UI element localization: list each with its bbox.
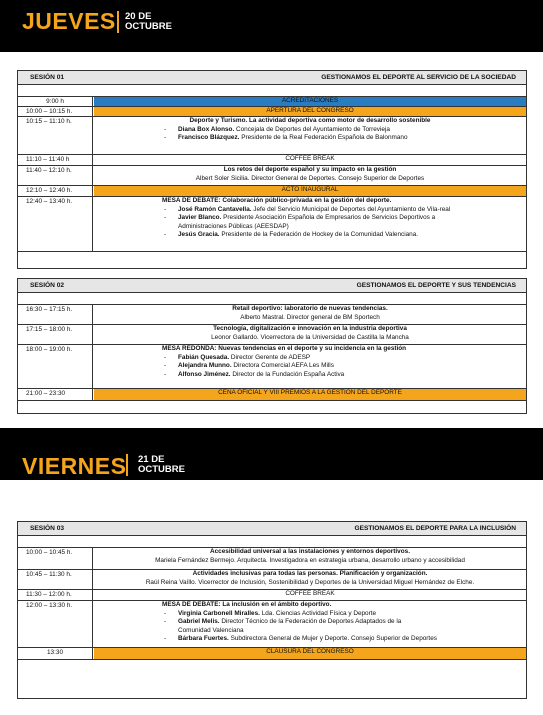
- row-content: [94, 155, 526, 165]
- speaker-dash: -: [164, 125, 167, 133]
- row-text: MESA DE DEBATE: La inclusión en el ámbito deportivo.: [162, 601, 332, 608]
- row-text: Accesibilidad universal a las instalaciones y entornos deportivos.: [210, 548, 410, 555]
- row-text: COFFEE BREAK: [285, 155, 335, 162]
- speaker-line: [94, 214, 526, 223]
- schedule-row: [18, 589, 526, 600]
- row-time: 11:30 – 12:00 h.: [18, 590, 93, 600]
- session-header: [18, 279, 526, 293]
- speaker-role: Presidente de la Federación de Hockey de la Comunidad Valenciana.: [219, 231, 419, 239]
- speaker-name: Alejandra Munno.: [178, 362, 232, 370]
- schedule-row: [18, 116, 526, 154]
- date-number: 20 DE: [125, 11, 152, 22]
- speaker-dash: -: [164, 370, 167, 378]
- speaker-line: [94, 231, 526, 240]
- row-text: CLAUSURA DEL CONGRESO: [266, 648, 354, 655]
- row-time: 18:00 – 19:00 h.: [18, 345, 93, 388]
- row-content: [94, 345, 526, 388]
- speaker-role: Jefe del Servicio Municipal de Deportes del Ayuntamiento de Vila-real: [251, 205, 451, 213]
- row-text: Raúl Reina Vaíllo. Vicerrector de Inclusión, Sostenibilidad y Deportes de la Universidad Miguel Hernández de Elche.: [145, 578, 475, 586]
- schedule-row: [18, 154, 526, 165]
- row-text: Tecnología, digitalización e innovación en la industria deportiva: [213, 325, 407, 332]
- speaker-line: [94, 354, 526, 363]
- speaker-name: Javier Blanco.: [178, 214, 222, 222]
- date-month: OCTUBRE: [138, 464, 185, 475]
- session-02: [17, 278, 527, 414]
- row-content: [94, 166, 526, 185]
- row-text: MESA DE DEBATE: Colaboración público-privada en la gestión del deporte.: [162, 197, 392, 204]
- date-number: 21 DE: [138, 454, 165, 465]
- speaker-dash: -: [164, 618, 167, 626]
- speaker-name: José Ramón Cantavella.: [178, 205, 252, 213]
- speaker-dash: -: [164, 214, 167, 222]
- row-content: [94, 325, 526, 344]
- row-content: [94, 601, 526, 647]
- session-theme: GESTIONAMOS EL DEPORTE PARA LA INCLUSIÓN: [354, 525, 516, 532]
- speaker-role: Presidente Asociación Española de Empresarios de Servicios Deportivos a: [221, 214, 436, 222]
- speaker-role: Presidente de la Real Federación Española de Balonmano: [239, 134, 408, 142]
- speaker-dash: -: [164, 205, 167, 213]
- speaker-name: Diana Box Alonso.: [178, 125, 235, 133]
- row-content: [94, 197, 526, 251]
- row-time: 11:10 – 11:40 h: [18, 155, 93, 165]
- session-03: [17, 521, 527, 699]
- speaker-name: Francisco Blázquez.: [178, 134, 240, 142]
- row-text: Mariela Fernández Bermejo. Arquitecta. Investigadora en estrategia urbana, desarrollo urbano y accesibilidad: [155, 556, 465, 564]
- speaker-role: Director Técnico de la Federación de Deportes Adaptados de la: [219, 618, 402, 626]
- row-time: 12:10 – 12:40 h.: [18, 186, 93, 196]
- day-header-thursday: [0, 0, 543, 52]
- day-date: [138, 455, 185, 475]
- schedule-bottom-border: [18, 251, 526, 252]
- row-time: 16:30 – 17:15 h.: [18, 305, 93, 324]
- session-01: [17, 70, 527, 269]
- session-header: [18, 522, 526, 536]
- speaker-dash: -: [164, 353, 167, 361]
- speaker-line: [94, 371, 526, 380]
- session-theme: GESTIONAMOS EL DEPORTE Y SUS TENDENCIAS: [356, 282, 516, 289]
- schedule-row: [18, 304, 526, 324]
- day-date: [125, 12, 172, 32]
- row-content: [94, 107, 526, 116]
- row-time: 10:15 – 11:10 h.: [18, 117, 93, 154]
- schedule-row: [18, 569, 526, 589]
- row-text: Actividades inclusivas para todas las personas. Planificación y organización.: [192, 570, 428, 577]
- session-header: [18, 71, 526, 85]
- row-text: Comunidad Valenciana: [178, 626, 244, 634]
- speaker-line: [94, 635, 526, 644]
- speaker-dash: -: [164, 635, 167, 643]
- speaker-role: Concejala de Deportes del Ayuntamiento de Torrevieja: [234, 125, 390, 133]
- row-content: [94, 590, 526, 600]
- speaker-dash: -: [164, 231, 167, 239]
- schedule-row: [18, 388, 526, 400]
- row-time: 11:40 – 12:10 h.: [18, 166, 93, 185]
- schedule-row: [18, 196, 526, 251]
- speaker-role: Lda. Ciencias Actividad Física y Deporte: [259, 609, 377, 617]
- speaker-dash: -: [164, 609, 167, 617]
- row-time: 10:45 – 11:30 h.: [18, 570, 93, 589]
- speaker-name: Bárbara Fuertes.: [178, 635, 229, 643]
- row-time: 10:00 – 10:45 h.: [18, 548, 93, 569]
- date-month: OCTUBRE: [125, 21, 172, 32]
- row-text: ACREDITACIONES: [281, 97, 339, 104]
- speaker-name: Jesús Gracia.: [178, 231, 220, 239]
- row-text: Deporte y Turismo. La actividad deportiva como motor de desarrollo sostenible: [189, 117, 431, 124]
- schedule-bottom-border: [18, 400, 526, 401]
- speaker-dash: -: [164, 362, 167, 370]
- speaker-dash: -: [164, 134, 167, 142]
- row-content: [94, 97, 526, 106]
- speaker-role: Directora Comercial AEFA Les Mills: [231, 362, 334, 370]
- schedule-row: [18, 547, 526, 569]
- schedule-bottom-border: [18, 659, 526, 660]
- session-name: SESIÓN 01: [30, 74, 65, 81]
- row-content: [94, 648, 526, 659]
- speaker-role: Subdirectora General de Mujer y Deporte. Consejo Superior de Deportes: [228, 635, 437, 643]
- speaker-name: Fabián Quesada.: [178, 353, 230, 361]
- row-content: [94, 548, 526, 569]
- day-header-friday: [0, 428, 543, 480]
- schedule-row: [18, 106, 526, 116]
- row-content: [94, 305, 526, 324]
- row-time: 17:15 – 18:00 h.: [18, 325, 93, 344]
- row-time: 9:00 h: [18, 97, 93, 106]
- row-text: Alberto Mastral. Director general de BM Sportech: [240, 313, 380, 321]
- row-text: Leonor Gallardo. Vicerrectora de la Universidad de Castilla la Mancha: [211, 333, 409, 341]
- speaker-line: [94, 618, 526, 627]
- session-name: SESIÓN 03: [30, 525, 65, 532]
- day-title: JUEVES: [22, 8, 116, 34]
- schedule-row: [18, 96, 526, 106]
- speaker-line: [94, 126, 526, 135]
- session-name: SESIÓN 02: [30, 282, 65, 289]
- row-time: 13:30: [18, 648, 93, 659]
- speaker-line: [94, 610, 526, 619]
- row-content: [94, 389, 526, 400]
- row-time: 12:00 – 13:30 h.: [18, 601, 93, 647]
- schedule-row: [18, 647, 526, 659]
- schedule-row: [18, 185, 526, 196]
- row-text: Albert Soler Sicilia. Director General de Deportes. Consejo Superior de Deportes: [195, 174, 425, 182]
- row-text: APERTURA DEL CONGRESO: [266, 107, 354, 114]
- row-text: Retail deportivo: laboratorio de nuevas tendencias.: [232, 305, 388, 312]
- speaker-line: [94, 134, 526, 143]
- schedule-row: [18, 165, 526, 185]
- schedule-row: [18, 324, 526, 344]
- row-time: 12:40 – 13:40 h.: [18, 197, 93, 251]
- schedule-row: [18, 600, 526, 647]
- day-title: VIERNES: [22, 453, 127, 479]
- row-time: 10:00 – 10:15 h.: [18, 107, 93, 116]
- speaker-line: [94, 206, 526, 215]
- row-text: COFFEE BREAK: [285, 590, 335, 597]
- speaker-name: Alfonso Jiménez.: [178, 370, 231, 378]
- day-separator: [117, 11, 119, 33]
- row-text: Administraciones Públicas (AEESDAP): [178, 222, 289, 230]
- speaker-name: Virginia Carbonell Miralles.: [178, 609, 260, 617]
- row-time: 21:00 – 23:30: [18, 389, 93, 400]
- session-theme: GESTIONAMOS EL DEPORTE AL SERVICIO DE LA SOCIEDAD: [321, 74, 516, 81]
- speaker-role: Director de la Fundación España Activa: [230, 370, 345, 378]
- row-text: CENA OFICIAL Y VIII PREMIOS A LA GESTIÓN DEL DEPORTE: [218, 389, 402, 396]
- row-content: [94, 186, 526, 196]
- row-text: Los retos del deporte español y su impacto en la gestión: [223, 166, 397, 173]
- row-content: [94, 570, 526, 589]
- speaker-line: [94, 362, 526, 371]
- row-text: ACTO INAUGURAL: [281, 186, 339, 193]
- row-text: MESA REDONDA: Nuevas tendencias en el deporte y su incidencia en la gestión: [162, 345, 407, 352]
- row-content: [94, 117, 526, 154]
- schedule-row: [18, 344, 526, 388]
- day-separator: [126, 454, 128, 476]
- speaker-role: Director Gerente de ADESP: [229, 353, 311, 361]
- speaker-name: Gabriel Melis.: [178, 618, 220, 626]
